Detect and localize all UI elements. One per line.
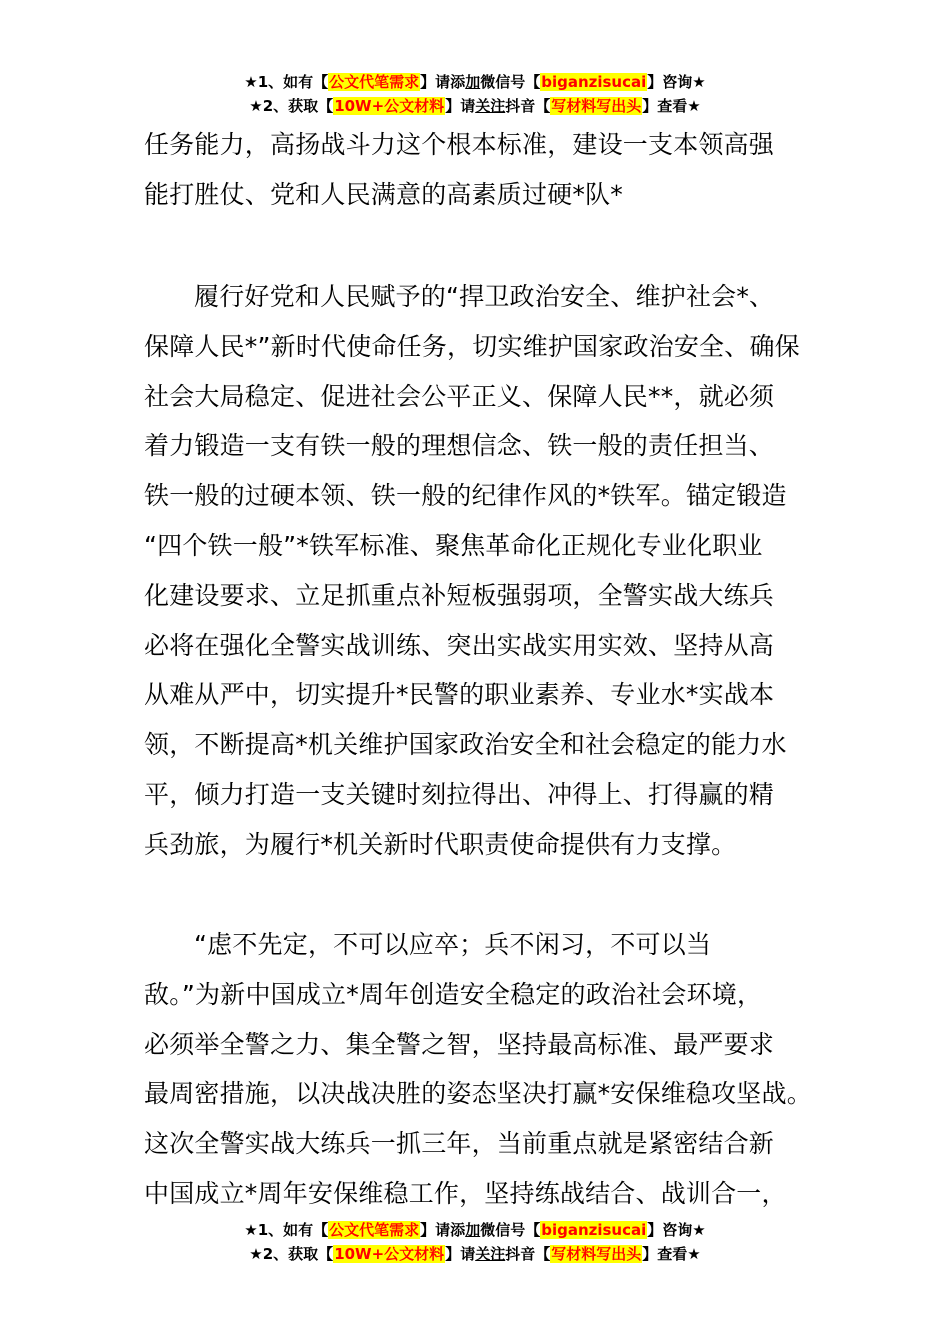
banner-highlight: 10W+公文材料 <box>334 1245 445 1263</box>
text-line: 着力锻造一支有铁一般的理想信念、铁一般的责任担当、 <box>144 431 775 461</box>
bottom-banner <box>0 1218 950 1266</box>
banner-text: ★1、如有【 <box>244 73 329 91</box>
banner-text: 微信号【 <box>480 1221 541 1239</box>
banner-text: 】咨询★ <box>647 73 706 91</box>
top-banner <box>0 70 950 118</box>
text-line: 社会大局稳定、促进社会公平正义、保障人民**，就必须 <box>144 381 775 411</box>
banner-highlight: 10W+公文材料 <box>334 97 445 115</box>
text-line: 领，不断提高*机关维护国家政治安全和社会稳定的能力水 <box>144 730 787 760</box>
banner-underline-text: 关注 <box>475 1245 506 1263</box>
text-line: 必将在强化全警实战训练、突出实战实用实效、坚持从高 <box>144 630 775 660</box>
paragraph-2 <box>144 272 812 870</box>
text-line: 任务能力，高扬战斗力这个根本标准，建设一支本领高强 <box>144 130 775 159</box>
paragraph-3 <box>144 920 812 1219</box>
banner-wechat-id: biganzisucai <box>541 73 647 91</box>
text-line: 保障人民*”新时代使命任务，切实维护国家政治安全、确保 <box>144 331 800 361</box>
banner-underline-text: 加 <box>465 1221 481 1239</box>
text-line: 平，倾力打造一支关键时刻拉得出、冲得上、打得赢的精 <box>144 779 775 809</box>
banner-text: 】查看★ <box>642 97 701 115</box>
text-line: “四个铁一般”*铁军标准、聚焦革命化正规化专业化职业 <box>144 530 763 560</box>
text-line: 兵劲旅，为履行*机关新时代职责使命提供有力支撑。 <box>144 829 737 859</box>
banner-highlight: 公文代笔需求 <box>329 1221 420 1239</box>
banner-underline-text: 加 <box>465 73 481 91</box>
text-line: 最周密措施，以决战决胜的姿态坚决打赢*安保维稳攻坚战。 <box>144 1079 812 1109</box>
banner-text: 微信号【 <box>480 73 541 91</box>
banner-douyin-id: 写材料写出头 <box>551 1245 642 1263</box>
text-line: 履行好党和人民赋予的“捍卫政治安全、维护社会*、 <box>194 282 775 311</box>
text-line: 这次全警实战大练兵一抓三年，当前重点就是紧密结合新 <box>144 1129 775 1159</box>
banner-line-2 <box>0 94 950 118</box>
banner-wechat-id: biganzisucai <box>541 1221 647 1239</box>
banner-line-2 <box>0 1242 950 1266</box>
text-line: 铁一般的过硬本领、铁一般的纪律作风的*铁军。锚定锻造 <box>144 481 787 511</box>
banner-text: 抖音【 <box>505 1245 551 1263</box>
text-line: 能打胜仗、党和人民满意的高素质过硬*队* <box>144 179 624 209</box>
text-line: 敌。”为新中国成立*周年创造安全稳定的政治社会环境， <box>144 979 763 1009</box>
banner-text: ★1、如有【 <box>244 1221 329 1239</box>
banner-highlight: 公文代笔需求 <box>329 73 420 91</box>
text-line: 必须举全警之力、集全警之智，坚持最高标准、最严要求 <box>144 1029 775 1059</box>
banner-text: ★2、获取【 <box>249 1245 334 1263</box>
banner-text: 】咨询★ <box>647 1221 706 1239</box>
banner-text: 】请添 <box>420 73 466 91</box>
banner-line-1 <box>0 70 950 94</box>
text-line: 化建设要求、立足抓重点补短板强弱项，全警实战大练兵 <box>144 580 775 610</box>
paragraph-1 <box>144 120 812 220</box>
banner-text: 】查看★ <box>642 1245 701 1263</box>
banner-text: 】请 <box>445 1245 476 1263</box>
banner-line-1 <box>0 1218 950 1242</box>
text-line: 中国成立*周年安保维稳工作，坚持练战结合、战训合一， <box>144 1178 787 1208</box>
banner-text: ★2、获取【 <box>249 97 334 115</box>
text-line: “虑不先定，不可以应卒；兵不闲习，不可以当 <box>194 930 712 959</box>
banner-text: 】请 <box>445 97 476 115</box>
banner-text: 】请添 <box>420 1221 466 1239</box>
text-line: 从难从严中，切实提升*民警的职业素养、专业水*实战本 <box>144 680 775 710</box>
banner-underline-text: 关注 <box>475 97 506 115</box>
banner-douyin-id: 写材料写出头 <box>551 97 642 115</box>
banner-text: 抖音【 <box>505 97 551 115</box>
